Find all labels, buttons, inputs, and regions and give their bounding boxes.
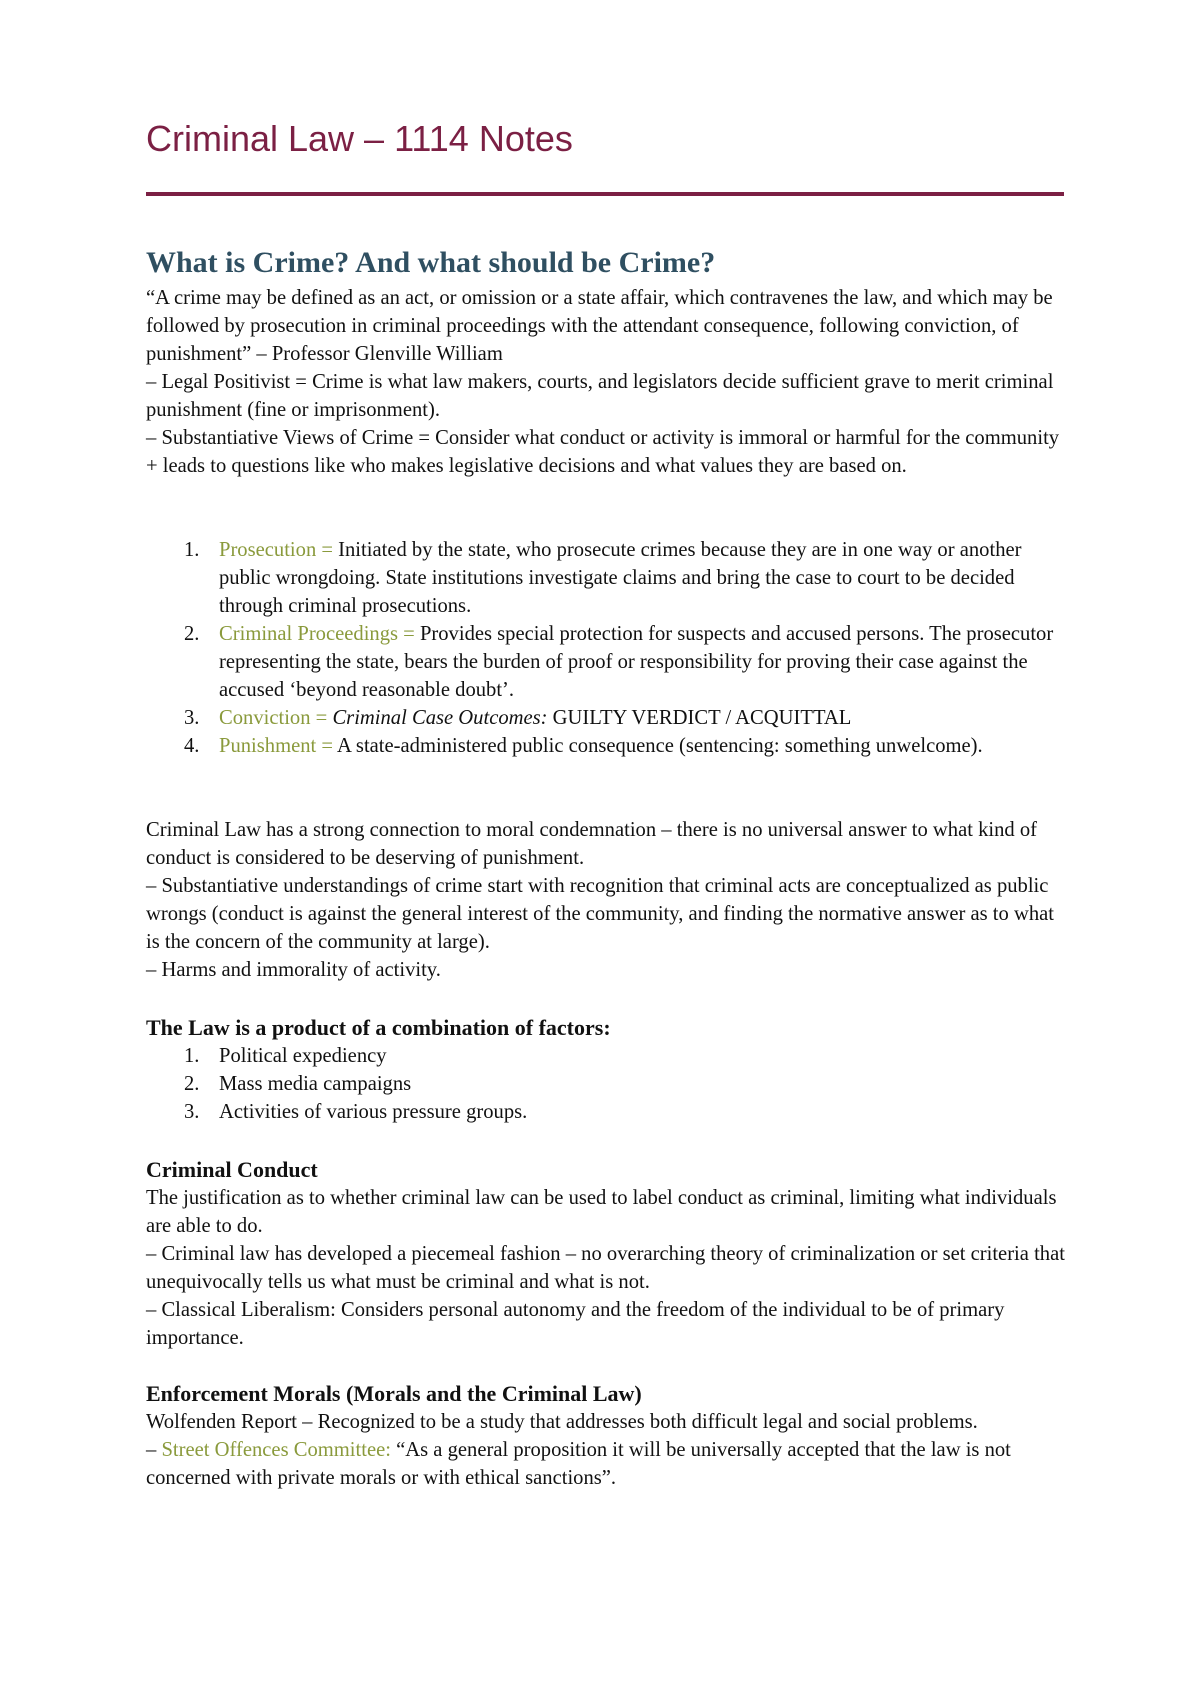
- conduct-block: [146, 1156, 1066, 1352]
- conduct-heading: Criminal Conduct: [146, 1157, 318, 1182]
- factors-heading: The Law is a product of a combination of factors:: [146, 1015, 611, 1040]
- list-number: 1.: [184, 539, 200, 561]
- substantive-views-note: – Substantiative Views of Crime = Consider what conduct or activity is immoral or harmful for the community + leads to questions like who makes legislative decisions and what values they are based on.: [146, 427, 1060, 477]
- enforcement-paragraph: Wolfenden Report – Recognized to be a study that addresses both difficult legal and social problems.: [146, 1411, 978, 1433]
- title-divider: [146, 192, 1064, 196]
- list-item: [146, 536, 1066, 620]
- conduct-paragraph: The justification as to whether criminal law can be used to label conduct as criminal, limiting what individuals are able to do.: [146, 1187, 1057, 1237]
- enforcement-quote: [146, 1436, 1066, 1492]
- section-heading: What is Crime? And what should be Crime?: [146, 246, 716, 279]
- list-item: [146, 620, 1066, 704]
- committee-name: Street Offences Committee:: [161, 1439, 391, 1461]
- list-term: Criminal Proceedings =: [219, 623, 415, 645]
- crime-definition-quote: “A crime may be defined as an act, or omission or a state affair, which contravenes the law, and which may be followed by prosecution in criminal proceedings with the attendant consequence, following conviction, of punishment” – Professor Glenville William: [146, 287, 1053, 365]
- committee-quote: “As a general proposition it will be universally accepted that the law is not concerned with private morals or with ethical sanctions”.: [146, 1439, 1011, 1489]
- list-item: [146, 1070, 1066, 1098]
- list-text: Mass media campaigns: [219, 1073, 412, 1095]
- moral-paragraph: Criminal Law has a strong connection to moral condemnation – there is no universal answer to what kind of conduct is considered to be deserving of punishment.: [146, 819, 1038, 869]
- conduct-paragraph: – Classical Liberalism: Considers personal autonomy and the freedom of the individual to be of primary importance.: [146, 1299, 1005, 1349]
- list-italic: Criminal Case Outcomes:: [327, 707, 548, 729]
- dash: –: [146, 1439, 162, 1461]
- list-number: 2.: [184, 1073, 200, 1095]
- list-number: 2.: [184, 623, 200, 645]
- elements-list: [146, 536, 1066, 760]
- list-text: Initiated by the state, who prosecute crimes because they are in one way or another public wrongdoing. State institutions investigate claims and bring the case to court to be decided through criminal prosecutions.: [219, 539, 1022, 617]
- list-text: Political expediency: [219, 1045, 387, 1067]
- legal-positivist-note: – Legal Positivist = Crime is what law makers, courts, and legislators decide sufficient grave to merit criminal punishment (fine or imprisonment).: [146, 371, 1054, 421]
- list-number: 3.: [184, 1101, 200, 1123]
- definition-block: [146, 284, 1066, 480]
- list-number: 4.: [184, 735, 200, 757]
- list-number: 1.: [184, 1045, 200, 1067]
- list-text: GUILTY VERDICT / ACQUITTAL: [547, 707, 852, 729]
- list-term: Prosecution =: [219, 539, 333, 561]
- moral-paragraph: – Harms and immorality of activity.: [146, 959, 441, 981]
- moral-paragraph: – Substantiative understandings of crime start with recognition that criminal acts are conceptualized as public wrongs (conduct is against the general interest of the community, and finding the normative answer as to what is the concern of the community at large).: [146, 875, 1054, 953]
- factors-block: [146, 1014, 1066, 1126]
- enforcement-block: [146, 1380, 1066, 1492]
- conduct-paragraph: – Criminal law has developed a piecemeal fashion – no overarching theory of criminalization or set criteria that unequivocally tells us what must be criminal and what is not.: [146, 1243, 1065, 1293]
- document-title: Criminal Law – 1114 Notes: [146, 118, 573, 159]
- list-item: [146, 1098, 1066, 1126]
- list-term: Conviction =: [219, 707, 328, 729]
- list-item: [146, 732, 1066, 760]
- list-text: Provides special protection for suspects and accused persons. The prosecutor representing the state, bears the burden of proof or responsibility for proving their case against the accused ‘beyond reasonable doubt’.: [219, 623, 1054, 701]
- list-term: Punishment =: [219, 735, 334, 757]
- list-text: A state-administered public consequence (sentencing: something unwelcome).: [333, 735, 983, 757]
- list-item: [146, 704, 1066, 732]
- factors-list: [146, 1042, 1066, 1126]
- elements-list-block: [146, 536, 1066, 760]
- moral-block: [146, 816, 1066, 984]
- list-number: 3.: [184, 707, 200, 729]
- enforcement-heading: Enforcement Morals (Morals and the Criminal Law): [146, 1381, 642, 1406]
- list-item: [146, 1042, 1066, 1070]
- list-text: Activities of various pressure groups.: [219, 1101, 528, 1123]
